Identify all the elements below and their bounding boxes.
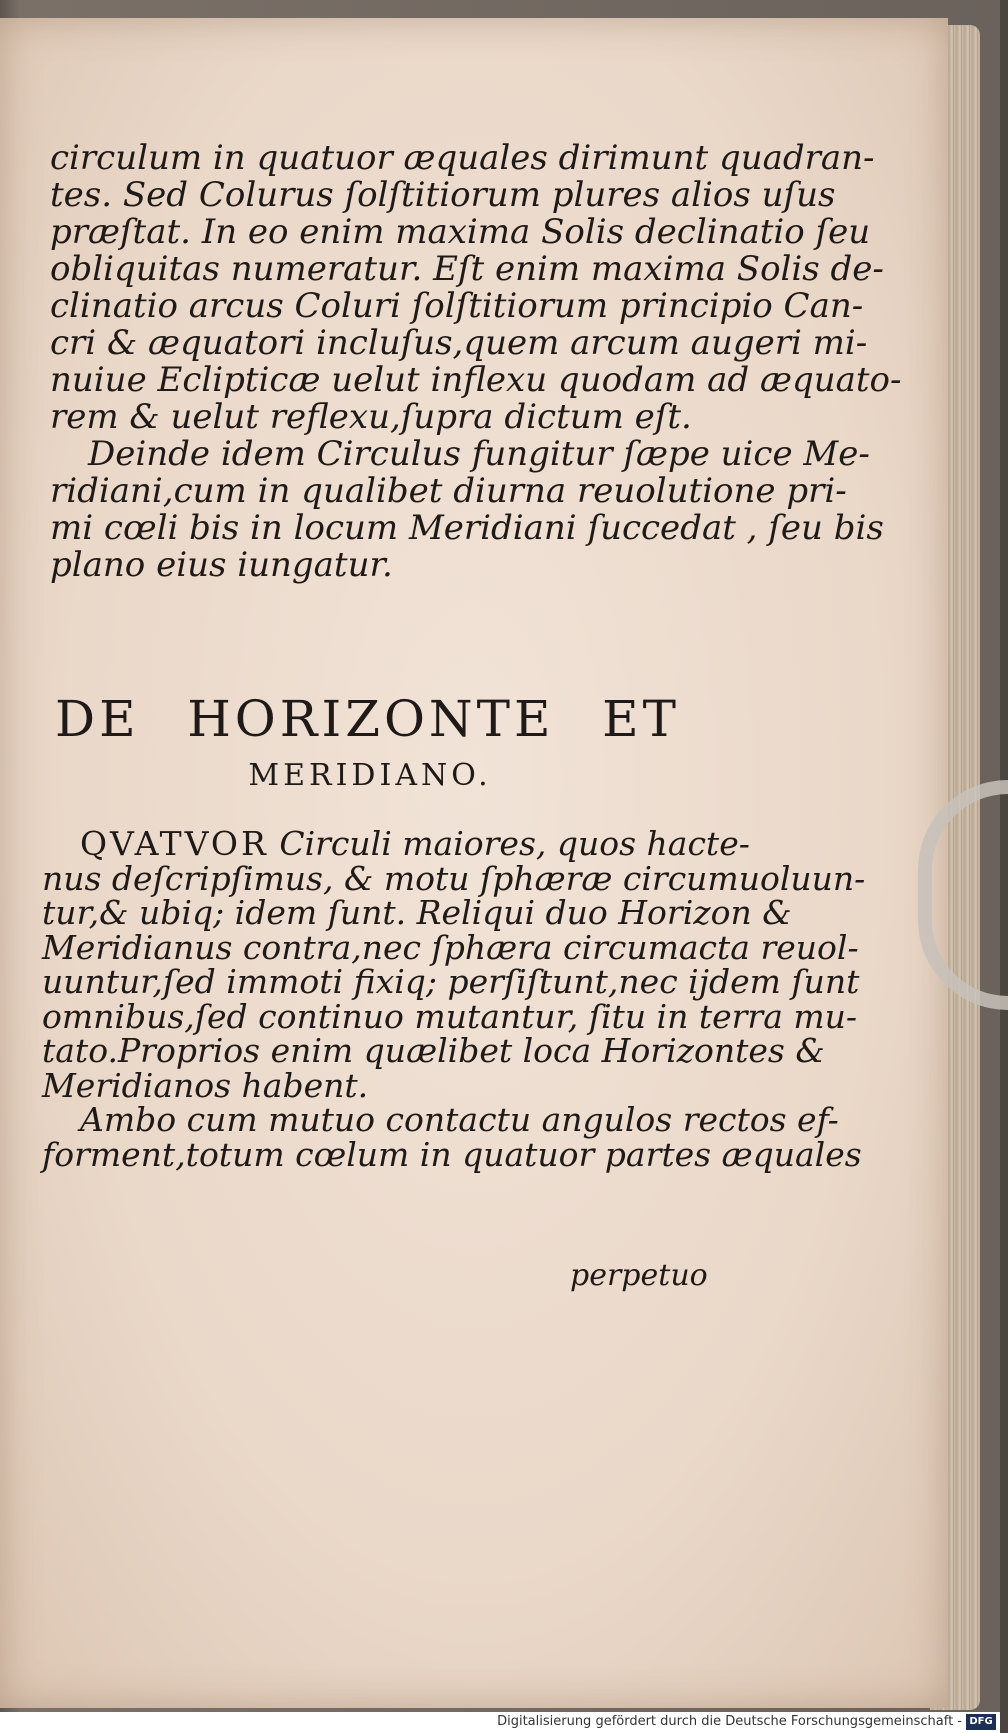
- initial-word: QVATVOR: [80, 824, 269, 863]
- text-line: [42, 824, 750, 863]
- text-line: obliquitas numeratur. Eſt enim maxima Solis de-: [50, 249, 884, 289]
- footer-bar: [0, 1712, 1000, 1733]
- text-line: tato.Proprios enim quælibet loca Horizontes &: [42, 1031, 825, 1070]
- text-line: nuiue Eclipticæ uelut inflexu quodam ad æquato-: [50, 360, 902, 400]
- text-line: Meridianos habent.: [42, 1065, 369, 1105]
- catchword: perpetuo: [570, 1258, 708, 1293]
- section-text-block: [42, 824, 866, 1174]
- line-rest: Circuli maiores, quos hacte-: [268, 824, 750, 863]
- funding-credit: Digitalisierung gefördert durch die Deutsche Forschungsgemeinschaft -: [497, 1714, 962, 1729]
- text-line: Deinde idem Circulus fungitur ſæpe uice Me-: [88, 434, 870, 474]
- text-line: præſtat. In eo enim maxima Solis declinatio ſeu: [50, 212, 871, 252]
- text-line: circulum in quatuor æquales dirimunt quadran-: [50, 138, 875, 178]
- text-line: plano eius iungatur.: [50, 545, 393, 585]
- section-subheading: MERIDIANO.: [248, 758, 492, 793]
- text-line: mi cœli bis in locum Meridiani ſuccedat , ſeu bis: [50, 508, 884, 548]
- section-heading: DE HORIZONTE ET: [55, 690, 680, 748]
- text-line: Ambo cum mutuo contactu angulos rectos ef-: [80, 1100, 839, 1139]
- text-line: rem & uelut reflexu,ſupra dictum eſt.: [50, 397, 692, 437]
- text-line: omnibus,ſed continuo mutantur, ſitu in terra mu-: [42, 996, 858, 1036]
- body-text-block: [50, 138, 902, 585]
- text-line: Meridianus contra,nec ſphæra circumacta reuol-: [42, 927, 859, 967]
- text-line: nus deſcripſimus, & motu ſphæræ circumuoluun-: [42, 858, 866, 898]
- text-line: tes. Sed Colurus ſolſtitiorum plures alios uſus: [50, 175, 836, 215]
- dfg-logo: DFG: [966, 1714, 996, 1730]
- text-line: uuntur,ſed immoti fixiq; perſiſtunt,nec ijdem ſunt: [42, 962, 860, 1001]
- text-line: cri & æquatori incluſus,quem arcum augeri mi-: [50, 323, 868, 363]
- text-line: tur,& ubiq; idem ſunt. Reliqui duo Horizon &: [42, 893, 792, 932]
- text-line: ridiani,cum in qualibet diurna reuolutione pri-: [50, 471, 847, 511]
- text-line: clinatio arcus Coluri ſolſtitiorum principio Can-: [50, 286, 864, 326]
- text-line: forment,totum cœlum in quatuor partes æquales: [42, 1134, 862, 1174]
